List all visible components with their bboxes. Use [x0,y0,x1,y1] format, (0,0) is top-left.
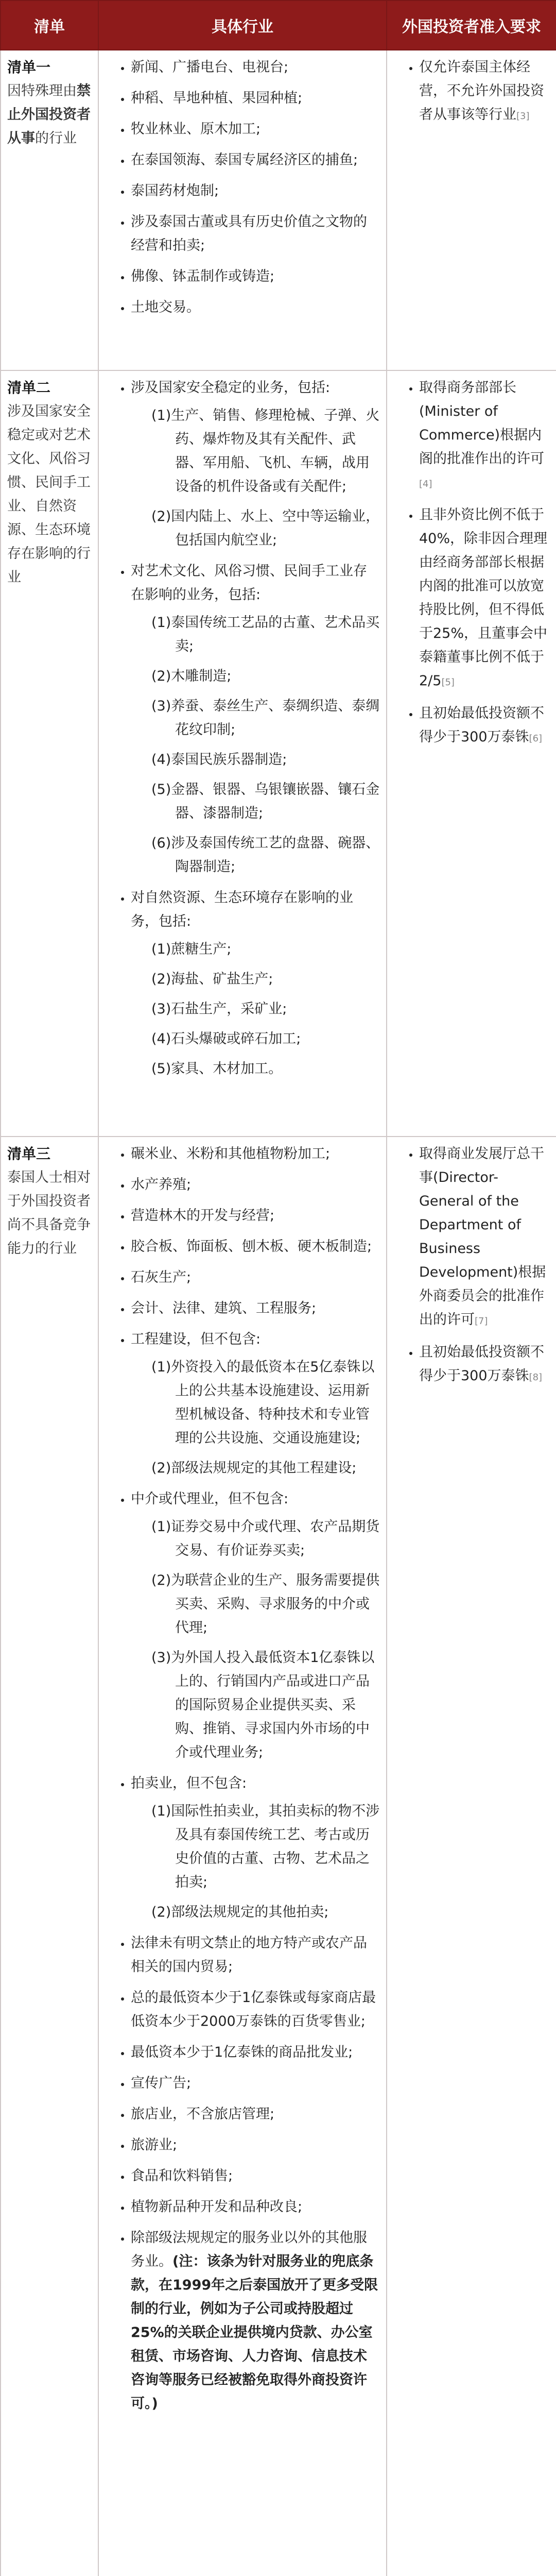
requirement-item [419,56,550,128]
footnote-ref: [5] [441,677,455,688]
industry-list [105,56,380,319]
industry-text: 对自然资源、生态环境存在影响的业务，包括: [131,890,353,929]
industry-item [131,1297,380,1320]
industry-list [105,376,380,1081]
industry-text: 泰国药材炮制; [131,183,219,199]
sub-item: (1)泰国传统工艺品的古董、艺术品买卖; [151,615,380,654]
requirement-text: 仅允许泰国主体经营，不允许外国投资者从事该等行业 [419,59,544,123]
list-description [7,79,92,150]
industry-text: 法律未有明文禁止的地方特产或农产品相关的国内贸易; [131,1935,367,1975]
requirement-item [419,376,550,496]
sub-item: (1)证券交易中介或代理、农产品期货交易、有价证券买卖; [151,1519,380,1558]
table-row [1,50,556,370]
sub-item: (1)生产、销售、修理枪械、子弹、火药、爆炸物及其有关配件、武器、军用船、飞机、车辆，战用设备的机件设备或有关配件; [151,408,380,495]
footnote-ref: [3] [516,111,530,122]
sub-item: (1)外资投入的最低资本在5亿泰铢以上的公共基本设施建设、运用新型机械设备、特种技术和专业管理的公共设施、交通设施建设; [151,1359,375,1446]
industry-item [131,1328,380,1480]
sub-item: (3)石盐生产，采矿业; [151,1001,287,1017]
sub-item: (2)为联营企业的生产、服务需要提供买卖、采购、寻求服务的中介或代理; [151,1572,380,1636]
list-title: 清单三 [7,1145,51,1162]
sub-item: (5)金器、银器、乌银镶嵌器、镶石金器、漆器制造; [151,782,380,821]
industry-item [131,1235,380,1259]
industry-item [131,1986,380,2033]
sub-list [131,938,380,1081]
industry-item [131,1142,380,1166]
list-title: 清单二 [7,379,51,396]
sub-item: (2)海盐、矿盐生产; [151,971,273,987]
industry-text: 涉及泰国古董或具有历史价值之文物的经营和拍卖; [131,214,367,253]
desc-bold-text: 禁止外国投资者从事 [7,83,91,146]
requirement-item [419,702,550,751]
industry-text: 植物新品种开发和品种改良; [131,2199,303,2215]
industry-text: 最低资本少于1亿泰铢的商品批发业; [131,2044,353,2060]
sub-list [131,1800,380,1924]
industry-item [131,1487,380,1765]
industry-note: (注：该条为针对服务业的兜底条款，在1999年之后泰国放开了更多受限制的行业，例如为子公司或持股超过25%的关联企业提供境内贷款、办公室租赁、市场咨询、人力咨询、信息技术咨询等服务已经被豁免取得外商投资许可。) [131,2253,378,2412]
sub-list [131,1355,380,1480]
industry-text: 拍卖业，但不包含: [131,1775,247,1791]
list-title: 清单一 [7,59,51,76]
industry-item [131,87,380,110]
industry-item [131,2072,380,2095]
industry-item [131,886,380,1081]
industry-text: 土地交易。 [131,299,200,315]
list-description [7,1166,92,1261]
footnote-ref: [6] [529,733,543,744]
industry-item [131,296,380,319]
requirement-text: 取得商务部部长(Minister of Commerce)根据内阁的批准作出的许可 [419,380,544,467]
sub-list [131,611,380,879]
sub-item: (4)泰国民族乐器制造; [151,752,287,768]
requirement-list [393,1142,550,1389]
requirements-cell [387,50,556,370]
list-category-cell [1,50,98,370]
desc-text: 泰国人士相对于外国投资者尚不具备竞争能力的行业 [7,1170,91,1257]
footnote-ref: [7] [475,1316,488,1327]
requirements-cell [387,1137,556,2576]
requirement-text: 且非外资比例不低于40%，除非因合理理由经商务部部长根据内阁的批准可以放宽持股比例，但不得低于25%，且董事会中泰籍董事比例不低于2/5 [419,507,548,689]
industry-text: 胶合板、饰面板、刨木板、硬木板制造; [131,1239,372,1255]
industry-item [131,2226,380,2416]
industry-text: 对艺术文化、风俗习惯、民间手工业存在影响的业务，包括: [131,563,367,603]
industry-item [131,2164,380,2188]
desc-text: 因特殊理由 [7,83,77,99]
header-list: 清单 [1,1,98,50]
industry-text: 碾米业、米粉和其他植物粉加工; [131,1146,331,1162]
requirement-text: 且初始最低投资额不得少于300万泰铢 [419,705,544,745]
industry-text: 营造林木的开发与经营; [131,1208,275,1224]
desc-text: 涉及国家安全稳定或对艺术文化、风俗习惯、民间手工业、自然资源、生态环境存在影响的行业 [7,403,91,585]
sub-item: (2)部级法规规定的其他工程建设; [151,1460,357,1476]
industry-item [131,148,380,172]
industry-text: 旅游业; [131,2137,178,2153]
industry-item [131,560,380,879]
sub-item: (6)涉及泰国传统工艺的盘器、碗器、陶器制造; [151,835,380,875]
industries-cell [98,1137,387,2576]
header-industry: 具体行业 [98,1,387,50]
requirement-text: 且初始最低投资额不得少于300万泰铢 [419,1344,544,1384]
requirement-list [393,56,550,128]
sub-item: (2)国内陆上、水上、空中等运输业，包括国内航空业; [151,509,380,548]
industry-text: 佛像、钵盂制作或铸造; [131,268,275,284]
industry-item [131,1931,380,1979]
sub-item: (3)为外国人投入最低资本1亿泰铢以上的、行销国内产品或进口产品的国际贸易企业提供买卖、采购、推销、寻求国内外市场的中介或代理业务; [151,1650,375,1760]
requirement-item [419,503,550,694]
table-row [1,1137,556,2576]
industry-item [131,2103,380,2126]
industry-item [131,1266,380,1290]
header-requirement: 外国投资者准入要求 [387,1,556,50]
industry-text: 石灰生产; [131,1269,192,1285]
industry-text: 总的最低资本少于1亿泰铢或每家商店最低资本少于2000万泰铢的百货零售业; [131,1990,376,2029]
requirement-item [419,1341,550,1389]
sub-item: (3)养蚕、泰丝生产、泰绸织造、泰绸花纹印制; [151,698,380,738]
sub-item: (1)蔗糖生产; [151,941,232,957]
industry-text: 食品和饮料销售; [131,2168,233,2184]
industry-item [131,265,380,289]
table-row [1,370,556,1137]
industry-item [131,2041,380,2064]
industry-text: 除部级法规规定的服务业以外的其他服务业。 [131,2230,367,2269]
industries-cell [98,50,387,370]
requirements-cell [387,370,556,1137]
sub-item: (2)部级法规规定的其他拍卖; [151,1904,329,1920]
footnote-ref: [8] [529,1372,543,1383]
industry-item [131,2195,380,2219]
industry-text: 在泰国领海、泰国专属经济区的捕鱼; [131,152,358,168]
industry-item [131,210,380,258]
sub-item: (2)木雕制造; [151,668,232,684]
industry-item [131,2133,380,2157]
industry-item [131,1204,380,1228]
list-category-cell [1,370,98,1137]
requirement-list [393,376,550,751]
sub-item: (5)家具、木材加工。 [151,1061,283,1077]
industry-text: 牧业林业、原木加工; [131,121,261,137]
industry-text: 中介或代理业，但不包含: [131,1491,289,1507]
industry-item [131,376,380,552]
industry-text: 新闻、广播电台、电视台; [131,59,289,75]
industry-text: 种稻、旱地种植、果园种植; [131,90,303,106]
industry-text: 宣传广告; [131,2075,192,2091]
industry-item [131,1173,380,1197]
industry-item [131,1772,380,1924]
industry-item [131,117,380,141]
sub-list [131,1515,380,1765]
desc-text: 的行业 [35,130,77,146]
industry-item [131,56,380,79]
industry-text: 会计、法律、建筑、工程服务; [131,1300,317,1316]
header-row [1,1,556,50]
industry-text: 旅店业，不含旅店管理; [131,2106,275,2122]
requirement-text: 取得商业发展厅总干事(Director-General of the Department of Business Development)根据外商委员会的批准作出的许可 [419,1146,546,1328]
industry-text: 工程建设，但不包含: [131,1331,261,1347]
list-description [7,400,92,589]
industry-text: 水产养殖; [131,1177,192,1193]
sub-item: (4)石头爆破或碎石加工; [151,1031,301,1047]
industry-item [131,179,380,203]
industry-text: 涉及国家安全稳定的业务，包括: [131,380,331,396]
industries-cell [98,370,387,1137]
industry-list [105,1142,380,2416]
list-category-cell [1,1137,98,2576]
sub-item: (1)国际性拍卖业，其拍卖标的物不涉及具有泰国传统工艺、考古或历史价值的古董、古物、艺术品之拍卖; [151,1803,380,1890]
footnote-ref: [4] [419,479,432,489]
requirement-item [419,1142,550,1333]
sub-list [131,404,380,552]
